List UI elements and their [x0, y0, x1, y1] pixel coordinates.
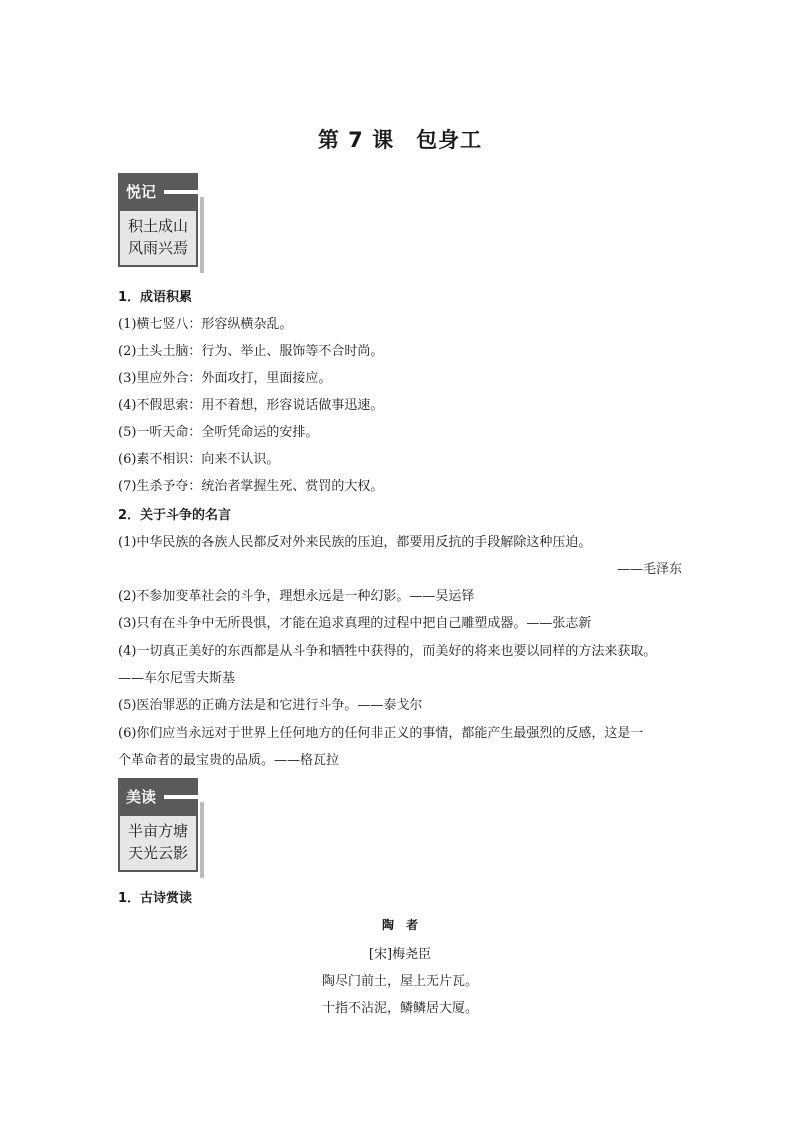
list-item: (2)土头土脑：行为、举止、服饰等不合时尚。 [118, 344, 384, 359]
quote: (1)中华民族的各族人民都反对外来民族的压迫，都要用反抗的手段解除这种压迫。 [118, 535, 592, 550]
list-item: (6)素不相识：向来不认识。 [118, 452, 280, 467]
section-badge-meidu [118, 778, 198, 872]
quote: (2)不参加变革社会的斗争，理想永远是一种幻影。——吴运铎 [118, 589, 475, 604]
badge-line: 天光云影 [128, 844, 189, 862]
badge-line: 半亩方塘 [128, 822, 189, 840]
list-item: (4)不假思索：用不着想，形容说话做事迅速。 [118, 398, 384, 413]
poem-title: 陶 者 [381, 918, 418, 932]
poem-line: 十指不沾泥，鳞鳞居大厦。 [321, 1001, 478, 1016]
list-item: (7)生杀予夺：统治者掌握生死、赏罚的大权。 [118, 479, 384, 494]
quote: 个革命者的最宝贵的品质。——格瓦拉 [118, 753, 340, 768]
quote-author: ——车尔尼雪夫斯基 [118, 671, 236, 686]
section-heading: 1．古诗赏读 [118, 891, 193, 906]
quote: (3)只有在斗争中无所畏惧，才能在追求真理的过程中把自己雕塑成器。——张志新 [118, 616, 592, 631]
poem-line: 陶尽门前土，屋上无片瓦。 [321, 974, 478, 989]
list-item: (1)横七竖八：形容纵横杂乱。 [118, 317, 293, 332]
badge-title: 悦记 [126, 183, 157, 201]
quote: (6)你们应当永远对于世界上任何地方的任何非正义的事情，都能产生最强烈的反感，这是一 [118, 726, 644, 741]
quote-author: ——毛泽东 [616, 562, 682, 577]
badge-bar [164, 190, 198, 194]
list-item: (3)里应外合：外面攻打，里面接应。 [118, 371, 332, 386]
poem-author: [宋]梅尧臣 [368, 947, 432, 962]
quote: (4)一切真正美好的东西都是从斗争和牺牲中获得的，而美好的将来也要以同样的方法来获取。 [118, 644, 657, 659]
page-title: 第 7 课 包身工 [317, 128, 483, 152]
list-item: (5)一听天命：全听凭命运的安排。 [118, 425, 319, 440]
badge-line: 积土成山 [128, 217, 189, 235]
badge-line: 风雨兴焉 [128, 239, 189, 257]
badge-bar [164, 795, 198, 799]
section-badge-yueji [118, 173, 198, 267]
badge-title: 美读 [126, 788, 157, 806]
quote: (5)医治罪恶的正确方法是和它进行斗争。——泰戈尔 [118, 698, 423, 713]
section-heading: 2．关于斗争的名言 [118, 508, 232, 523]
section-heading: 1．成语积累 [118, 290, 193, 305]
